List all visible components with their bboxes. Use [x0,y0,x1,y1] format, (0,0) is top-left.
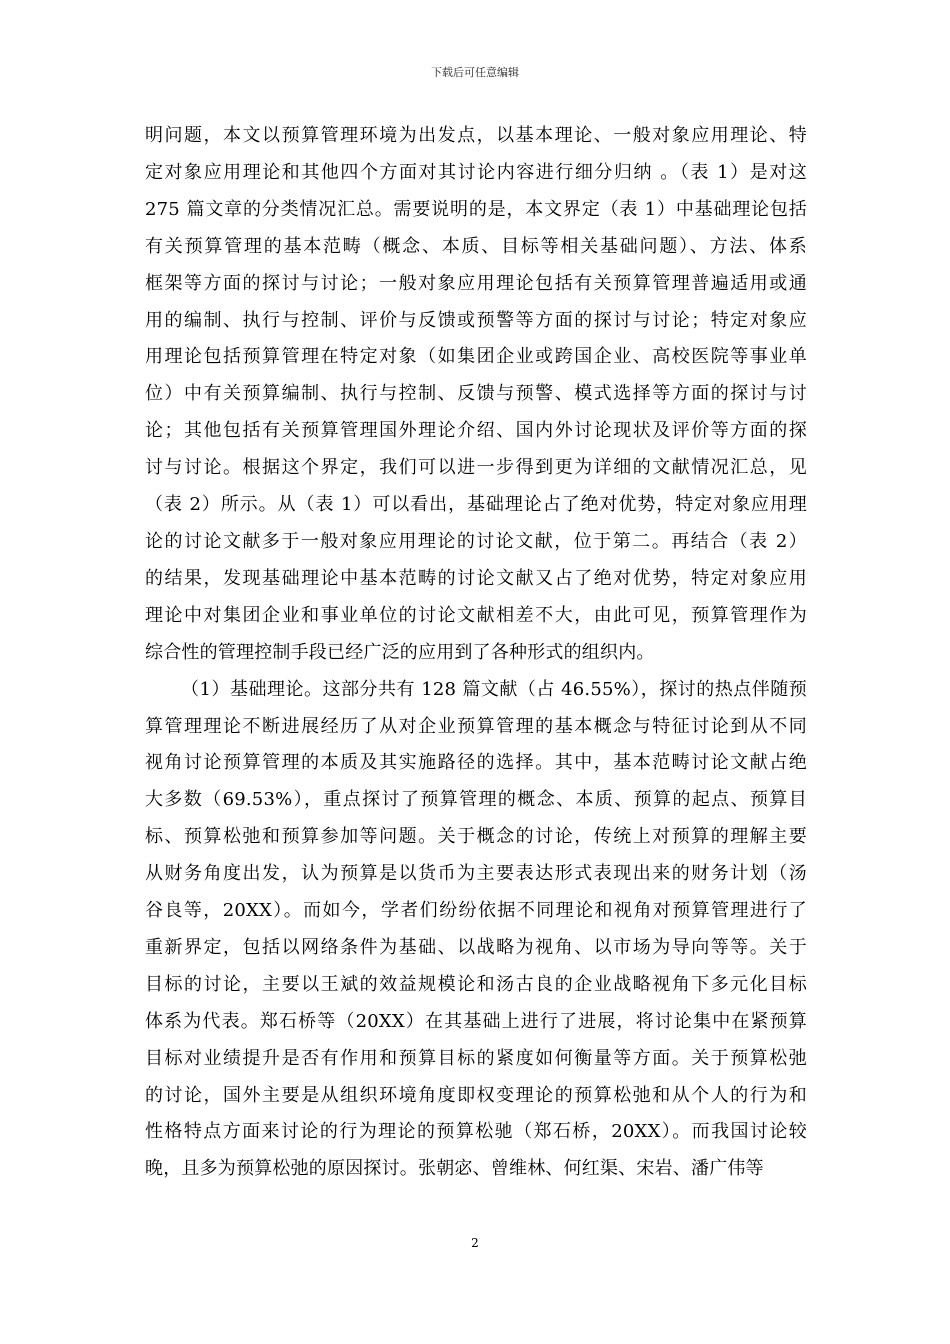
text-line: 用的编制、执行与控制、评价与反馈或预警等方面的探讨与讨论；特定对象应 [145,309,807,331]
page-header: 下载后可任意编辑 [431,66,519,79]
text-line: 从财务角度出发，认为预算是以货币为主要表达形式表现出来的财务计划（汤 [145,863,807,885]
text-line: 275 篇文章的分类情况汇总。需要说明的是，本文界定（表 1）中基础理论包括 [145,198,807,220]
text-line: 论；其他包括有关预算管理国外理论介绍、国内外讨论现状及评价等方面的探 [145,420,807,442]
page-number: 2 [471,1236,479,1250]
text-line: 位）中有关预算编制、执行与控制、反馈与预警、模式选择等方面的探讨与讨 [145,383,807,405]
text-line: 有关预算管理的基本范畴（概念、本质、目标等相关基础问题）、方法、体系 [145,235,807,257]
text-line: 讨与讨论。根据这个界定，我们可以进一步得到更为详细的文献情况汇总，见 [145,457,807,479]
text-line: 谷良等，20XX）。而如今，学者们纷纷依据不同理论和视角对预算管理进行了 [145,900,807,922]
text-line: 综合性的管理控制手段已经广泛的应用到了各种形式的组织内。 [145,641,655,663]
text-line: 论的讨论文献多于一般对象应用理论的讨论文献，位于第二。再结合（表 2） [145,530,807,552]
text-line: 用理论包括预算管理在特定对象（如集团企业或跨国企业、高校医院等事业单 [145,346,807,368]
text-line: 晚，且多为预算松弛的原因探讨。张朝宓、曾维林、何红渠、宋岩、潘广伟等 [145,1158,764,1180]
text-line: 理论中对集团企业和事业单位的讨论文献相差不大，由此可见，预算管理作为 [145,604,807,626]
text-line: 性格特点方面来讨论的行为理论的预算松驰（郑石桥，20XX）。而我国讨论较 [145,1121,807,1143]
text-line: 框架等方面的探讨与讨论；一般对象应用理论包括有关预算管理普遍适用或通 [145,272,807,294]
text-line: 重新界定，包括以网络条件为基础、以战略为视角、以市场为导向等等。关于 [145,936,807,958]
text-line: （1）基础理论。这部分共有 128 篇文献（占 46.55%），探讨的热点伴随预 [181,678,807,700]
document-body [145,118,807,1188]
paragraph [145,672,807,1189]
text-line: 算管理理论不断进展经历了从对企业预算管理的基本概念与特征讨论到从不同 [145,715,807,737]
text-line: 明问题，本文以预算管理环境为出发点，以基本理论、一般对象应用理论、特 [145,125,807,146]
text-line: 体系为代表。郑石桥等（20XX）在其基础上进行了进展，将讨论集中在紧预算 [145,1010,807,1032]
text-line: 标、预算松弛和预算参加等问题。关于概念的讨论，传统上对预算的理解主要 [145,826,807,848]
text-line: （表 2）所示。从（表 1）可以看出，基础理论占了绝对优势，特定对象应用理 [145,494,807,516]
text-line: 目标的讨论，主要以王斌的效益规模论和汤古良的企业战略视角下多元化目标 [145,973,807,995]
text-line: 视角讨论预算管理的本质及其实施路径的选择。其中，基本范畴讨论文献占绝 [145,752,807,774]
paragraph [145,118,807,672]
text-line: 的结果，发现基础理论中基本范畴的讨论文献又占了绝对优势，特定对象应用 [145,567,807,589]
text-line: 定对象应用理论和其他四个方面对其讨论内容进行细分归纳 。（表 1）是对这 [145,161,807,183]
text-line: 大多数（69.53%），重点探讨了预算管理的概念、本质、预算的起点、预算目 [145,789,807,811]
text-line: 目标对业绩提升是否有作用和预算目标的紧度如何衡量等方面。关于预算松弛 [145,1047,807,1069]
text-line: 的讨论，国外主要是从组织环境角度即权变理论的预算松弛和从个人的行为和 [145,1084,807,1106]
